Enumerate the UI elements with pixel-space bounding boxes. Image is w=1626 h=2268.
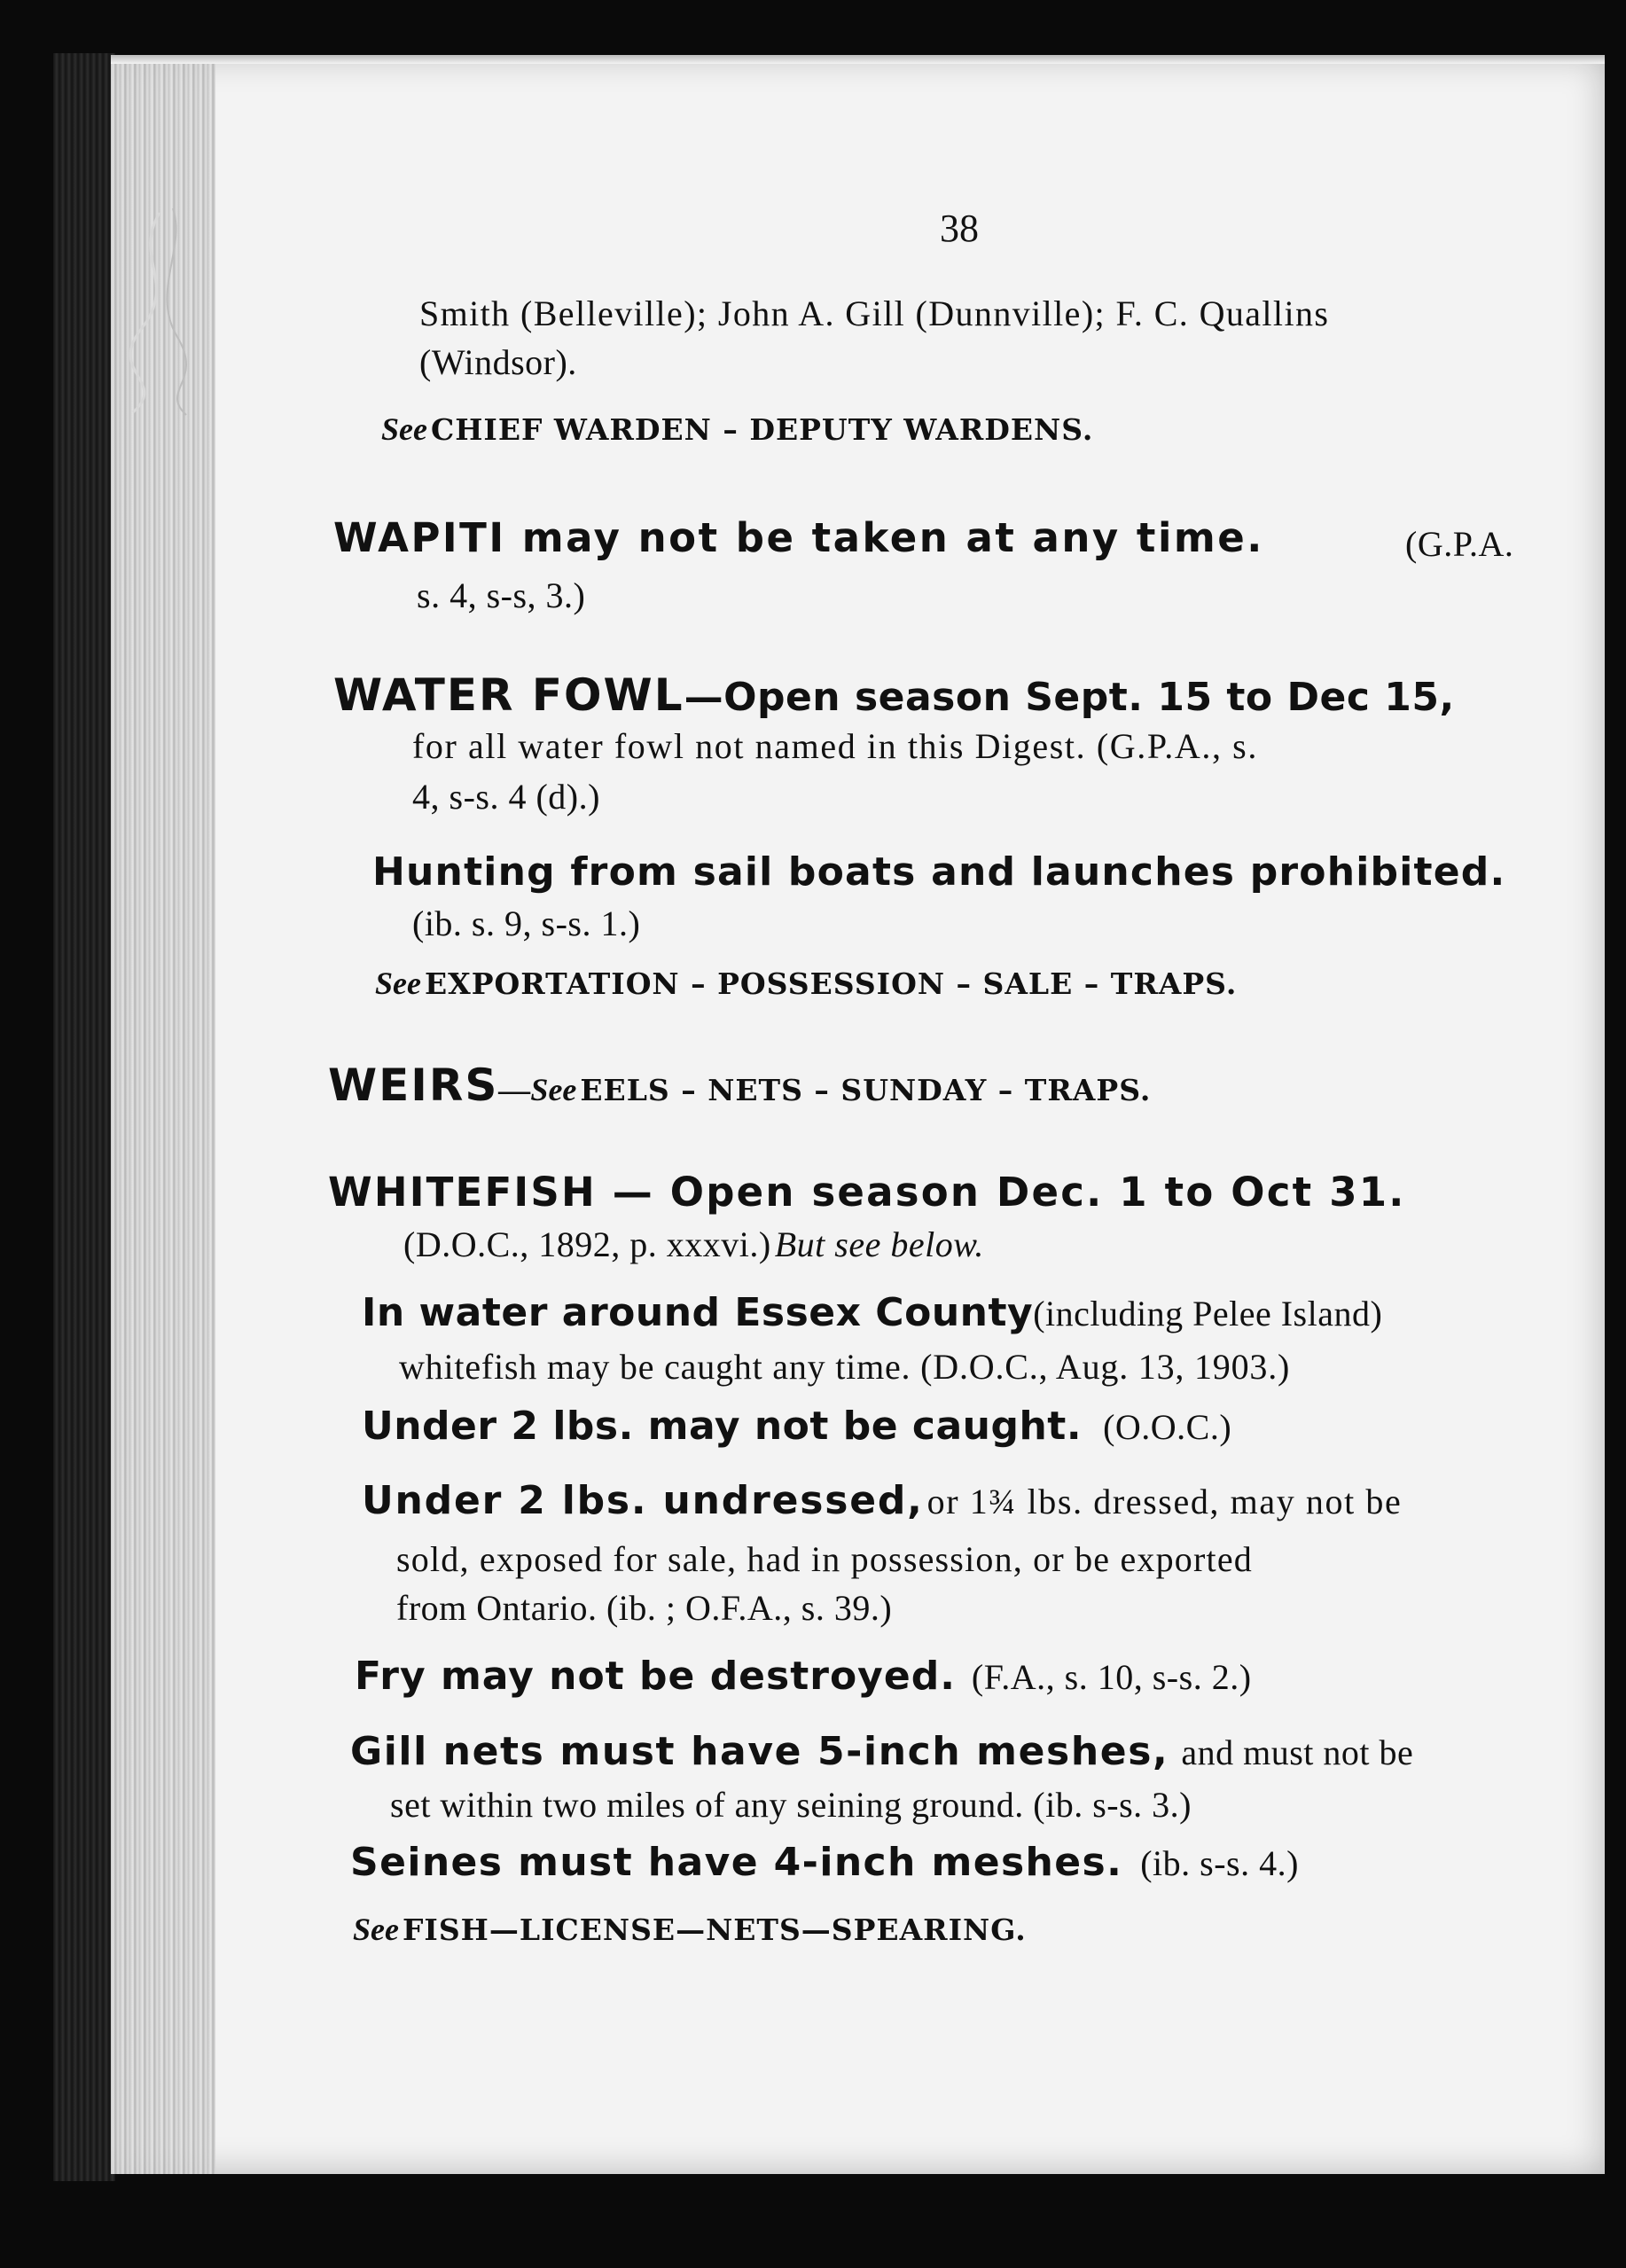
continuation-line-2: (Windsor). <box>419 342 577 382</box>
seines-ref: (ib. s-s. 4.) <box>1140 1843 1299 1883</box>
weirs-see: —See <box>498 1072 577 1107</box>
page-top-edge <box>111 55 1605 64</box>
wapiti-ref-2: s. 4, s-s, 3.) <box>417 575 586 615</box>
whitefish-ref: (D.O.C., 1892, p. xxxvi.) <box>403 1224 771 1264</box>
see-word: See <box>353 1912 399 1947</box>
loose-thread <box>124 204 204 417</box>
book-binding <box>53 53 115 2181</box>
water-fowl-line-2: for all water fowl not named in this Digest. (G.P.A., s. <box>412 726 1258 766</box>
essex-bold: In water around Essex County <box>362 1290 1034 1335</box>
see-line-water-fowl <box>375 965 1237 1002</box>
hunting-ref: (ib. s. 9, s-s. 1.) <box>412 903 641 943</box>
essex-rest: (including Pelee Island) <box>1033 1294 1383 1333</box>
weirs-see-refs: EELS – NETS – SUNDAY – TRAPS. <box>580 1073 1152 1107</box>
continuation-line-1: Smith (Belleville); John A. Gill (Dunnville); F. C. Quallins <box>419 293 1330 333</box>
see-word: See <box>375 966 421 1001</box>
gill-rest: and must not be <box>1181 1732 1414 1772</box>
see-line-whitefish <box>353 1911 1027 1948</box>
see-word: See <box>381 411 427 447</box>
see-line-wardens <box>381 411 1093 448</box>
under-1-ref: (O.O.C.) <box>1103 1407 1232 1447</box>
undressed-line-3: from Ontario. (ib. ; O.F.A., s. 39.) <box>396 1588 893 1628</box>
seines-bold: Seines must have 4-inch meshes. <box>350 1840 1123 1885</box>
undressed-line-2: sold, exposed for sale, had in possession, or be exported <box>396 1539 1253 1579</box>
under-2-bold: Under 2 lbs. undressed, <box>362 1478 924 1523</box>
under-2-rest: or 1¾ lbs. dressed, may not be <box>926 1482 1403 1521</box>
see-refs: CHIEF WARDEN – DEPUTY WARDENS. <box>430 412 1094 447</box>
essex-rule <box>362 1290 1382 1335</box>
hunting-rule: Hunting from sail boats and launches prohibited. <box>372 849 1506 895</box>
gill-line-2: set within two miles of any seining ground. (ib. s-s. 3.) <box>390 1785 1192 1825</box>
under-2-lbs-rule <box>362 1404 1231 1449</box>
seines-rule <box>350 1840 1299 1885</box>
undressed-rule <box>362 1478 1402 1523</box>
weirs-heading: WEIRS <box>328 1060 499 1111</box>
fry-rule <box>355 1654 1252 1699</box>
page-number: 38 <box>940 207 979 250</box>
wapiti-ref-1: (G.P.A. <box>1405 524 1514 564</box>
see-refs: FISH—LICENSE—NETS—SPEARING. <box>402 1912 1027 1947</box>
weirs-entry <box>328 1060 1151 1111</box>
water-fowl-line-3: 4, s-s. 4 (d).) <box>412 777 600 817</box>
under-1-bold: Under 2 lbs. may not be caught. <box>362 1404 1083 1449</box>
essex-line-2: whitefish may be caught any time. (D.O.C., Aug. 13, 1903.) <box>399 1347 1291 1387</box>
gill-bold: Gill nets must have 5-inch meshes, <box>350 1729 1169 1774</box>
gill-nets-rule <box>350 1729 1413 1774</box>
whitefish-heading: WHITEFISH — Open season Dec. 1 to Oct 31. <box>328 1169 1406 1216</box>
water-fowl-season: —Open season Sept. 15 to Dec 15, <box>684 675 1455 720</box>
fry-bold: Fry may not be destroyed. <box>355 1654 956 1699</box>
water-fowl-title: WATER FOWL <box>333 669 684 721</box>
water-fowl-heading <box>333 669 1455 721</box>
see-refs: EXPORTATION – POSSESSION – SALE – TRAPS. <box>424 966 1238 1001</box>
whitefish-ref-line <box>403 1224 984 1265</box>
wapiti-heading: WAPITI may not be taken at any time. <box>333 514 1264 561</box>
fry-ref: (F.A., s. 10, s-s. 2.) <box>971 1657 1252 1697</box>
whitefish-but: But see below. <box>774 1224 984 1264</box>
